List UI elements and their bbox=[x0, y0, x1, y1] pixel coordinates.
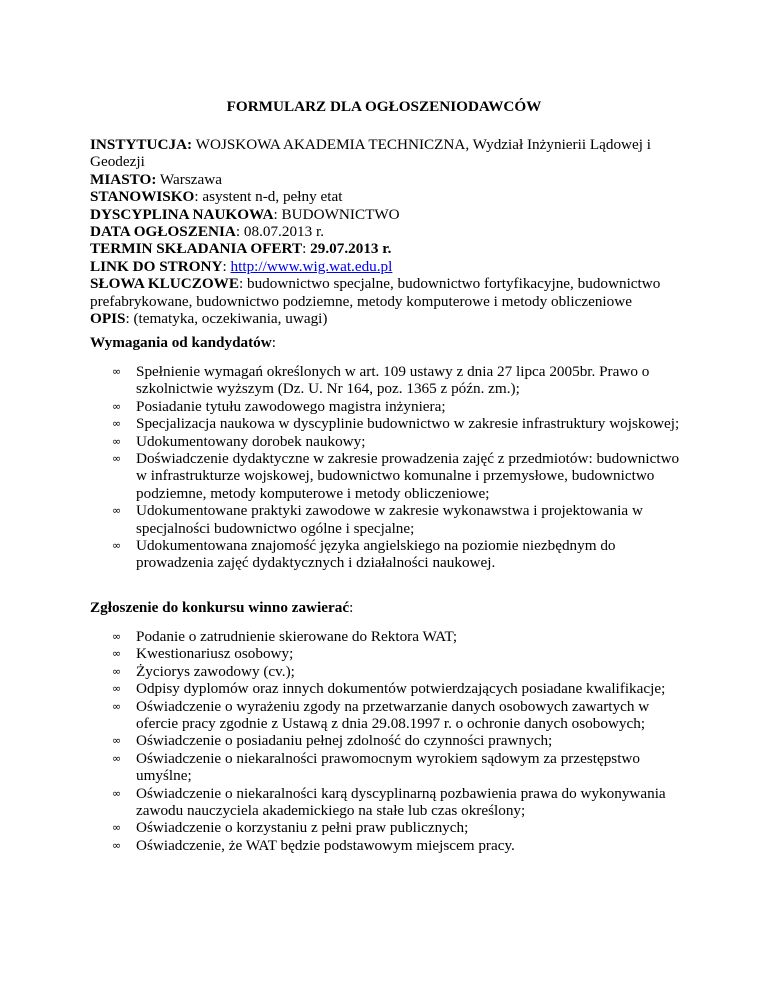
field-value: : asystent n-d, pełny etat bbox=[194, 188, 343, 206]
list-item-text: Udokumentowany dorobek naukowy; bbox=[136, 432, 366, 450]
list-item bbox=[90, 750, 680, 785]
field-label: DATA OGŁOSZENIA bbox=[90, 223, 236, 241]
heading-text: Zgłoszenie do konkursu winno zawierać bbox=[90, 599, 350, 616]
list-item-text: Spełnienie wymagań określonych w art. 109 ustawy z dnia 27 lipca 2005br. Prawo o szkolnictwie wyższym (Dz. U. Nr 164, poz. 1365 z późn. zm.); bbox=[136, 363, 650, 398]
field-label: INSTYTUCJA: bbox=[90, 136, 193, 153]
bullet-icon: ∞ bbox=[112, 682, 122, 696]
heading-text: Wymagania od kandydatów bbox=[90, 334, 272, 351]
list-item bbox=[90, 698, 680, 733]
bullet-icon: ∞ bbox=[112, 699, 122, 713]
bullet-icon: ∞ bbox=[112, 504, 122, 518]
document-title: FORMULARZ DLA OGŁOSZENIODAWCÓW bbox=[226, 98, 542, 115]
field-value: : BUDOWNICTWO bbox=[273, 205, 400, 223]
list-item bbox=[90, 663, 680, 680]
field-termin bbox=[90, 240, 690, 257]
list-item-text: Oświadczenie o korzystaniu z pełni praw publicznych; bbox=[136, 819, 469, 837]
field-separator: : bbox=[222, 257, 231, 275]
bullet-icon: ∞ bbox=[112, 630, 122, 643]
bullet-icon: ∞ bbox=[112, 539, 122, 553]
field-miasto bbox=[90, 171, 690, 188]
field-label: SŁOWA KLUCZOWE bbox=[90, 275, 239, 293]
list-item-text: Życiorys zawodowy (cv.); bbox=[136, 662, 295, 680]
list-item bbox=[90, 398, 680, 415]
list-item-text: Oświadczenie o niekaralności karą dyscyplinarną pozbawienia prawa do wykonywania zawodu nauczyciela akademickiego na stałe lub czas określony; bbox=[136, 784, 666, 820]
field-value: : budownictwo specjalne, budownictwo fortyfikacyjne, budownictwo prefabrykowane, budownictwo podziemne, metody komputerowe i metody obliczeniowe bbox=[90, 275, 661, 310]
bullet-icon: ∞ bbox=[112, 452, 122, 466]
list-item bbox=[90, 645, 680, 662]
field-label: LINK DO STRONY bbox=[90, 257, 223, 275]
field-instytucja bbox=[90, 136, 690, 171]
bullet-icon: ∞ bbox=[112, 751, 122, 765]
list-item-text: Oświadczenie o posiadaniu pełnej zdolność do czynności prawnych; bbox=[136, 732, 553, 750]
list-item bbox=[90, 837, 680, 854]
bullet-icon: ∞ bbox=[112, 647, 122, 661]
field-separator: : bbox=[302, 240, 311, 258]
list-item-text: Oświadczenie o niekaralności prawomocnym wyrokiem sądowym za przestępstwo umyślne; bbox=[136, 749, 640, 785]
list-item bbox=[90, 628, 680, 645]
field-link bbox=[90, 258, 690, 275]
list-item-text: Podanie o zatrudnienie skierowane do Rektora WAT; bbox=[136, 628, 458, 645]
list-item-text: Posiadanie tytułu zawodowego magistra inżyniera; bbox=[136, 397, 446, 415]
job-details bbox=[90, 136, 690, 327]
field-opis bbox=[90, 310, 690, 327]
application-list bbox=[90, 628, 680, 854]
field-label: OPIS bbox=[90, 310, 126, 328]
field-value: 29.07.2013 r. bbox=[310, 240, 392, 258]
list-item-text: Kwestionariusz osobowy; bbox=[136, 645, 294, 663]
heading-colon: : bbox=[349, 599, 354, 616]
application-heading bbox=[90, 599, 353, 616]
list-item bbox=[90, 537, 680, 572]
field-label: TERMIN SKŁADANIA OFERT bbox=[90, 240, 303, 258]
field-value: WOJSKOWA AKADEMIA TECHNICZNA, Wydział Inżynierii Lądowej i Geodezji bbox=[90, 136, 651, 171]
list-item bbox=[90, 363, 680, 398]
list-item bbox=[90, 450, 680, 502]
list-item bbox=[90, 433, 680, 450]
list-item-text: Specjalizacja naukowa w dyscyplinie budownictwo w zakresie infrastruktury wojskowej; bbox=[136, 415, 680, 433]
bullet-icon: ∞ bbox=[112, 399, 122, 413]
list-item bbox=[90, 415, 680, 432]
heading-colon: : bbox=[271, 334, 276, 351]
field-label: DYSCYPLINA NAUKOWA bbox=[90, 205, 274, 223]
website-link[interactable]: http://www.wig.wat.edu.pl bbox=[230, 257, 393, 275]
list-item bbox=[90, 502, 680, 537]
list-item bbox=[90, 732, 680, 749]
list-item-text: Udokumentowana znajomość języka angielskiego na poziomie niezbędnym do prowadzenia zajęć dydaktycznych i działalności naukowej. bbox=[136, 537, 616, 572]
bullet-icon: ∞ bbox=[112, 838, 122, 852]
list-item-text: Udokumentowane praktyki zawodowe w zakresie wykonawstwa i projektowania w specjalności budownictwo ogólne i specjalne; bbox=[136, 502, 643, 537]
list-item bbox=[90, 680, 680, 697]
bullet-icon: ∞ bbox=[112, 365, 122, 378]
bullet-icon: ∞ bbox=[112, 734, 122, 748]
list-item-text: Doświadczenie dydaktyczne w zakresie prowadzenia zajęć z przedmiotów: budownictwo w infrastrukturze wojskowej, budownictwo komunalne i przemysłowe, budownictwo podziemne, metody komputerowe i metody obliczeniowe; bbox=[136, 450, 680, 502]
bullet-icon: ∞ bbox=[112, 664, 122, 678]
field-value: : (tematyka, oczekiwania, uwagi) bbox=[125, 310, 328, 328]
field-slowa-kluczowe bbox=[90, 275, 690, 310]
requirements-heading bbox=[90, 334, 276, 351]
field-value: Warszawa bbox=[159, 170, 222, 188]
list-item bbox=[90, 785, 680, 820]
bullet-icon: ∞ bbox=[112, 434, 122, 448]
requirements-list bbox=[90, 363, 680, 572]
list-item-text: Oświadczenie, że WAT będzie podstawowym miejscem pracy. bbox=[136, 836, 515, 854]
bullet-icon: ∞ bbox=[112, 417, 122, 431]
bullet-icon: ∞ bbox=[112, 821, 122, 835]
field-stanowisko bbox=[90, 188, 690, 205]
list-item-text: Odpisy dyplomów oraz innych dokumentów potwierdzających posiadane kwalifikacje; bbox=[136, 680, 666, 698]
field-label: MIASTO: bbox=[90, 170, 157, 188]
field-data-ogloszenia bbox=[90, 223, 690, 240]
field-label: STANOWISKO bbox=[90, 188, 195, 206]
list-item-text: Oświadczenie o wyrażeniu zgody na przetwarzanie danych osobowych zawartych w ofercie pracy zgodnie z Ustawą z dnia 29.08.1997 r. o ochronie danych osobowych; bbox=[136, 697, 650, 733]
bullet-icon: ∞ bbox=[112, 786, 122, 800]
list-item bbox=[90, 819, 680, 836]
field-value: : 08.07.2013 r. bbox=[235, 223, 325, 241]
field-dyscyplina bbox=[90, 206, 690, 223]
